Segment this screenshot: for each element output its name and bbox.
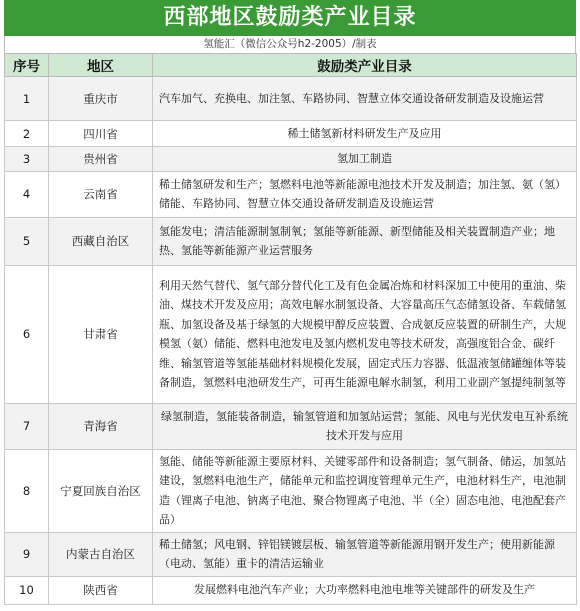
table-row (5, 403, 577, 449)
row-region: 西藏自治区 (49, 217, 153, 265)
table-row (5, 171, 577, 217)
table-row (5, 77, 577, 121)
header-region: 地区 (49, 54, 153, 77)
row-content: 发展燃料电池汽车产业；大功率燃料电池电堆等关键部件的研发及生产 (153, 576, 577, 604)
row-region: 贵州省 (49, 147, 153, 172)
row-number: 10 (5, 576, 49, 604)
row-region: 四川省 (49, 121, 153, 147)
table-row (5, 449, 577, 532)
row-number: 6 (5, 265, 49, 403)
table-row (5, 147, 577, 172)
row-region: 内蒙古自治区 (49, 532, 153, 576)
row-content: 氢能发电；清洁能源制氢制氧；氢能等新能源、新型储能及相关装置制造产业；地热、氢能等新能源产业运营服务 (153, 217, 577, 265)
row-region: 甘肃省 (49, 265, 153, 403)
table-row (5, 121, 577, 147)
row-region: 青海省 (49, 403, 153, 449)
header-no: 序号 (5, 54, 49, 77)
row-content: 稀土储氢研发和生产；氢燃料电池等新能源电池技术开发及制造；加注氢、氨（氢）储能、车路协同、智慧立体交通设备研发制造及设施运营 (153, 171, 577, 217)
row-region: 宁夏回族自治区 (49, 449, 153, 532)
table-row (5, 217, 577, 265)
row-number: 1 (5, 77, 49, 121)
table-row (5, 532, 577, 576)
row-content: 稀土储氢；风电钢、锌铝镁镀层板、输氢管道等新能源用钢开发生产；使用新能源（电动、氢能）重卡的清洁运输业 (153, 532, 577, 576)
row-region: 陕西省 (49, 576, 153, 604)
table-row (5, 265, 577, 403)
row-content: 氢能、储能等新能源主要原材料、关键零部件和设备制造；氢气制备、储运，加氢站建设，氢燃料电池生产，储能单元和监控调度管理单元生产，电池材料生产，电池制造（锂离子电池、钠离子电池、聚合物锂离子电池、半（全）固态电池、电池配套产品） (153, 449, 577, 532)
row-content: 氢加工制造 (153, 147, 577, 172)
page-title: 西部地区鼓励类产业目录 (4, 0, 576, 36)
row-region: 云南省 (49, 171, 153, 217)
source-caption: 氢能汇（微信公众号h2-2005）/制表 (4, 36, 576, 53)
header-content: 鼓励类产业目录 (153, 54, 577, 77)
row-number: 2 (5, 121, 49, 147)
table-container (4, 0, 576, 605)
row-number: 3 (5, 147, 49, 172)
row-content: 利用天然气替代、氢气部分替代化工及有色金属冶炼和材料深加工中使用的重油、柴油、煤技术开发及应用；高效电解水制氢设备、大容量高压气态储氢设备、车载储氢瓶、加氢设备及基于绿氢的大规模甲醇反应装置、合成氨反应装置的研制生产，大规模氢（氨）储能、燃料电池发电及氢内燃机发电等技术研发，高强度铝合金、碳纤维、输氢管道等氢能基础材料规模化发展，固定式压力容器、低温液氢储罐缠体等装备制造，氢燃料电池研发生产，可再生能源电解水制氢，利用工业副产氢提纯制氢等 (153, 265, 577, 403)
row-content: 稀土储氢新材料研发生产及应用 (153, 121, 577, 147)
industry-table (4, 53, 577, 605)
row-number: 5 (5, 217, 49, 265)
row-number: 7 (5, 403, 49, 449)
row-number: 4 (5, 171, 49, 217)
row-number: 8 (5, 449, 49, 532)
row-region: 重庆市 (49, 77, 153, 121)
row-content: 绿氢制造，氢能装备制造，输氢管道和加氢站运营；氢能、风电与光伏发电互补系统技术开发与应用 (153, 403, 577, 449)
row-number: 9 (5, 532, 49, 576)
row-content: 汽车加气、充换电、加注氢、车路协同、智慧立体交通设备研发制造及设施运营 (153, 77, 577, 121)
table-header-row (5, 54, 577, 77)
table-row (5, 576, 577, 604)
